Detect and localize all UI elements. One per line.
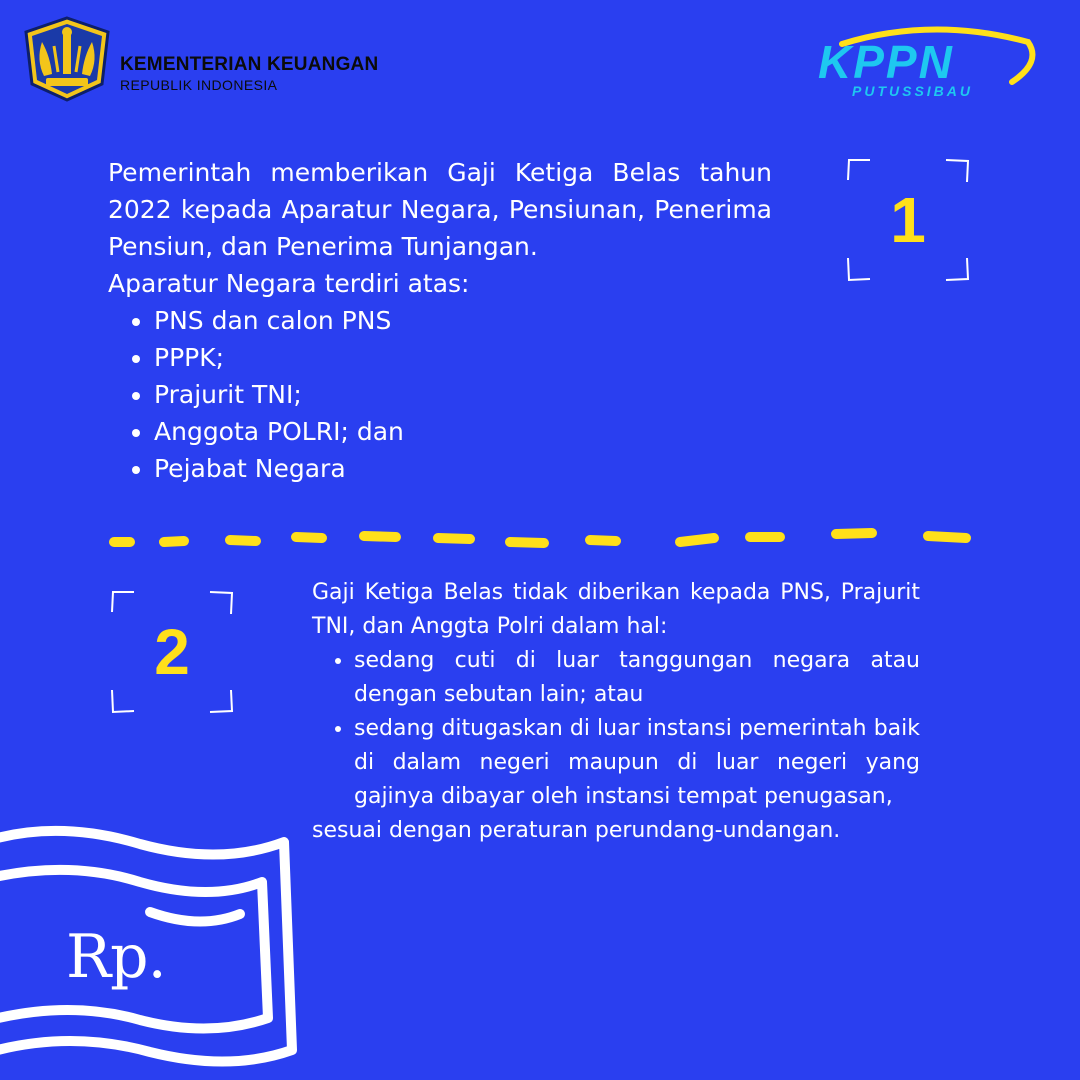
list-item: • Pejabat Negara xyxy=(154,450,772,487)
list-item: • sedang ditugaskan di luar instansi pemerintah baik di dalam negeri maupun di luar negeri yang gajinya dibayar oleh instansi tempat penugasan, xyxy=(354,712,920,814)
section-1-content xyxy=(108,154,772,487)
list-item: • sedang cuti di luar tanggungan negara atau dengan sebutan lain; atau xyxy=(354,644,920,712)
kppn-putussibau-logo xyxy=(812,22,1038,102)
list-item: • PPPK; xyxy=(154,339,772,376)
number-badge-1 xyxy=(846,158,970,282)
kppn-sub-text: PUTUSSIBAU xyxy=(852,83,974,99)
dashed-divider xyxy=(100,520,980,560)
ministry-name-line1: KEMENTERIAN KEUANGAN xyxy=(120,54,379,75)
ministry-name-line2: REPUBLIK INDONESIA xyxy=(120,77,278,93)
aparatur-list xyxy=(108,302,772,487)
section-2-content xyxy=(312,576,920,848)
section-2-intro: Gaji Ketiga Belas tidak diberikan kepada PNS, Prajurit TNI, dan Anggta Polri dalam hal: xyxy=(312,580,920,639)
section-1-intro: Pemerintah memberikan Gaji Ketiga Belas tahun 2022 kepada Aparatur Negara, Pensiunan, Penerima Pensiun, dan Penerima Tunjangan. xyxy=(108,158,772,261)
currency-label: Rp. xyxy=(66,922,166,992)
kppn-brand-text: KPPN xyxy=(818,36,954,88)
section-2-closing: sesuai dengan peraturan perundang-undangan. xyxy=(312,818,841,843)
section-1-lead: Aparatur Negara terdiri atas: xyxy=(108,269,470,298)
list-item: • Prajurit TNI; xyxy=(154,376,772,413)
number-1: 1 xyxy=(890,184,926,256)
number-2: 2 xyxy=(154,616,190,688)
ministry-name xyxy=(120,54,378,94)
number-badge-2 xyxy=(110,590,234,714)
kemenkeu-emblem-logo xyxy=(22,16,112,102)
list-item: • PNS dan calon PNS xyxy=(154,302,772,339)
exception-list xyxy=(312,644,920,814)
list-item: • Anggota POLRI; dan xyxy=(154,413,772,450)
